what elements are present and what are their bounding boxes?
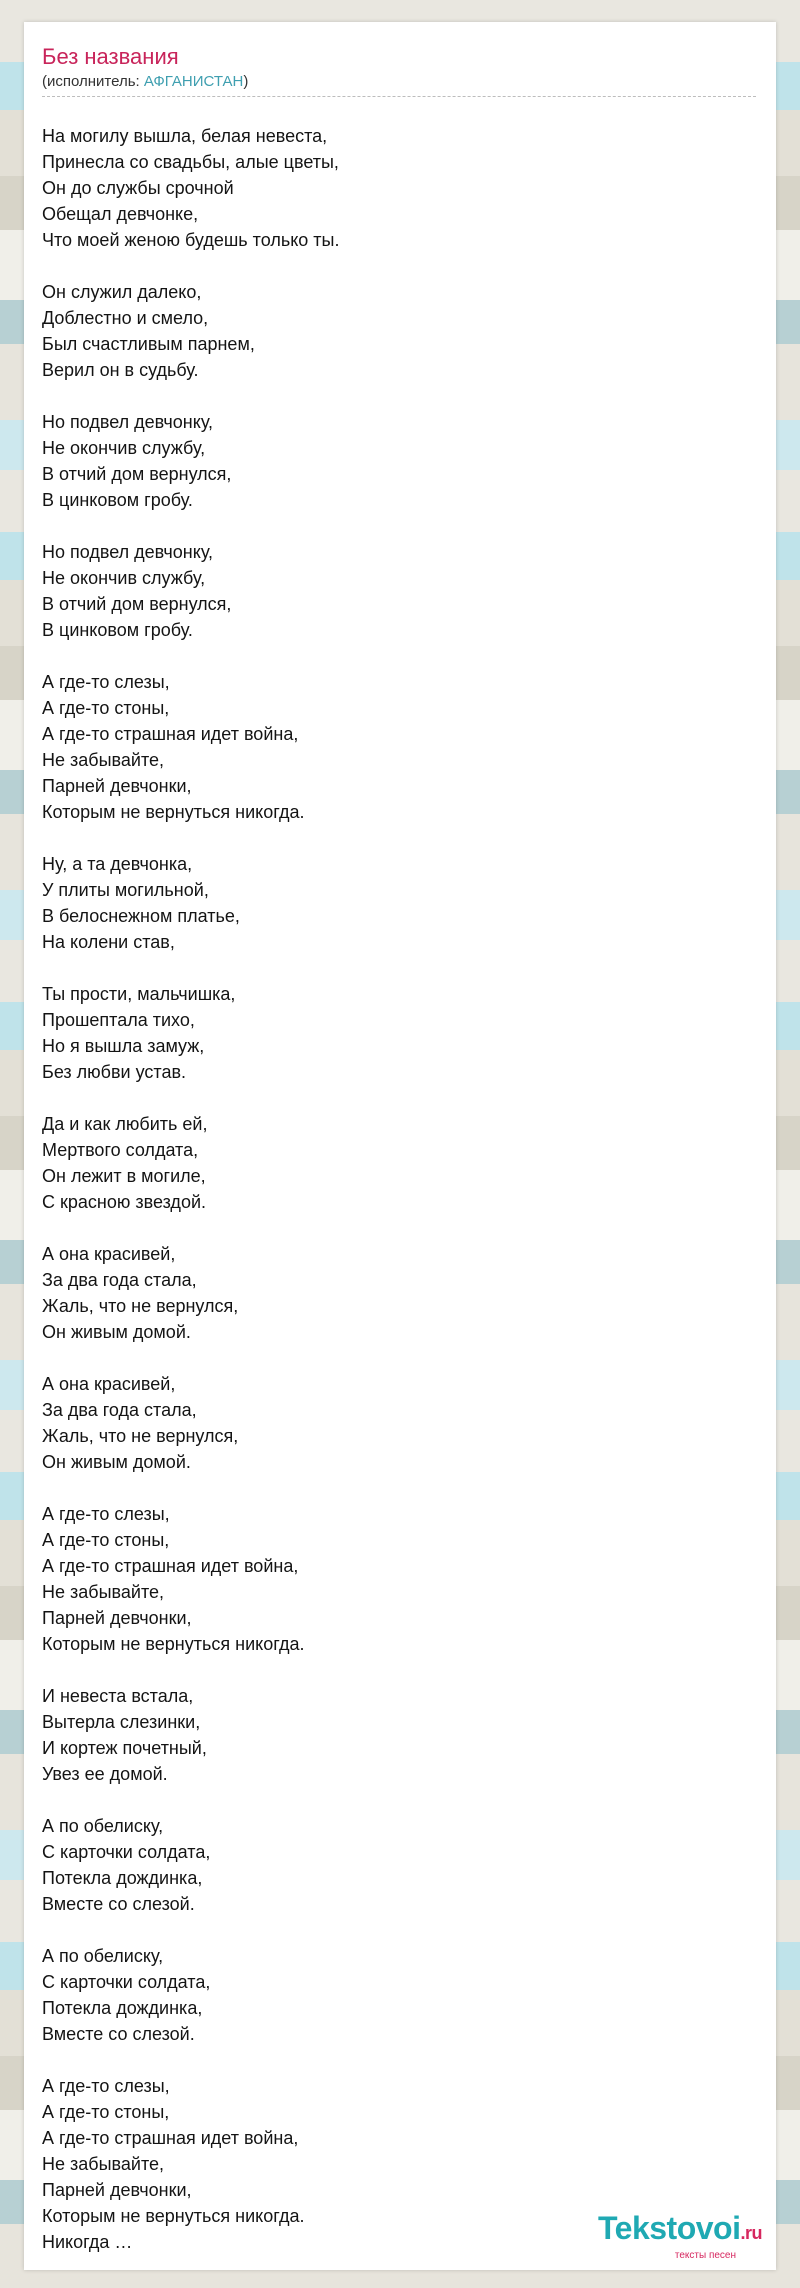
lyric-line: Был счастливым парнем, (42, 334, 255, 354)
performer-suffix: ) (243, 73, 249, 90)
lyric-line: На колени став, (42, 932, 175, 952)
song-title: Без названия (42, 44, 179, 69)
stanza (42, 279, 756, 383)
lyric-line: Верил он в судьбу. (42, 360, 199, 380)
lyric-line: Но подвел девчонку, (42, 412, 214, 432)
lyric-line: А по обелиску, (42, 1816, 164, 1836)
lyric-line: А она красивей, (42, 1374, 176, 1394)
logo-tagline: тексты песен (674, 2250, 736, 2261)
lyric-line: Не забывайте, (42, 1582, 165, 1602)
lyric-line: Но я вышла замуж, (42, 1036, 205, 1056)
stanza (42, 1371, 756, 1475)
lyric-line: Без любви устав. (42, 1062, 187, 1082)
lyric-line: Что моей женою будешь только ты. (42, 230, 340, 250)
lyric-line: У плиты могильной, (42, 880, 209, 900)
lyric-line: Жаль, что не вернулся, (42, 1296, 239, 1316)
lyric-line: А где-то страшная идет война, (42, 724, 299, 744)
lyric-line: Жаль, что не вернулся, (42, 1426, 239, 1446)
lyric-line: Парней девчонки, (42, 2180, 192, 2200)
lyric-line: Которым не вернуться никогда. (42, 802, 305, 822)
logo-wordmark (598, 2211, 762, 2250)
performer-line (42, 72, 756, 97)
lyric-line: Он до службы срочной (42, 178, 234, 198)
lyric-line: Мертвого солдата, (42, 1140, 199, 1160)
lyric-line: За два года стала, (42, 1400, 197, 1420)
lyric-line: Вытерла слезинки, (42, 1712, 201, 1732)
performer-prefix: (исполнитель: (42, 73, 144, 90)
lyric-line: Не окончив службу, (42, 438, 206, 458)
lyric-line: Доблестно и смело, (42, 308, 209, 328)
lyric-line: Ты прости, мальчишка, (42, 984, 236, 1004)
lyric-line: В цинковом гробу. (42, 620, 193, 640)
lyric-line: Парней девчонки, (42, 776, 192, 796)
lyric-line: На могилу вышла, белая невеста, (42, 126, 328, 146)
lyric-line: Потекла дождинка, (42, 1868, 203, 1888)
lyric-line: А где-то страшная идет война, (42, 1556, 299, 1576)
lyric-line: Вместе со слезой. (42, 2024, 195, 2044)
lyric-line: Да и как любить ей, (42, 1114, 208, 1134)
lyric-line: А где-то стоны, (42, 698, 170, 718)
stanza (42, 1241, 756, 1345)
lyric-line: Никогда … (42, 2232, 133, 2252)
lyric-line: В белоснежном платье, (42, 906, 240, 926)
stanza (42, 1683, 756, 1787)
logo-tld: .ru (740, 2223, 762, 2243)
lyric-line: Не забывайте, (42, 750, 165, 770)
lyric-line: Ну, а та девчонка, (42, 854, 193, 874)
lyric-line: С карточки солдата, (42, 1842, 211, 1862)
stanza (42, 981, 756, 1085)
performer-link[interactable]: АФГАНИСТАН (143, 73, 244, 90)
lyrics-card (24, 22, 776, 2270)
site-logo[interactable] (598, 2211, 762, 2262)
lyric-line: Прошептала тихо, (42, 1010, 195, 1030)
stanza (42, 409, 756, 513)
lyric-line: А где-то слезы, (42, 1504, 170, 1524)
lyric-line: Потекла дождинка, (42, 1998, 203, 2018)
lyric-line: С красною звездой. (42, 1192, 207, 1212)
lyric-line: В цинковом гробу. (42, 490, 193, 510)
lyric-line: Вместе со слезой. (42, 1894, 195, 1914)
lyric-line: Но подвел девчонку, (42, 542, 214, 562)
lyric-line: Не забывайте, (42, 2154, 165, 2174)
lyric-line: И кортеж почетный, (42, 1738, 207, 1758)
lyric-line: Он лежит в могиле, (42, 1166, 206, 1186)
lyric-line: Обещал девчонке, (42, 204, 199, 224)
stanza (42, 851, 756, 955)
lyric-line: А где-то слезы, (42, 672, 170, 692)
lyric-line: И невеста встала, (42, 1686, 194, 1706)
stanza (42, 123, 756, 253)
lyric-line: Принесла со свадьбы, алые цветы, (42, 152, 339, 172)
lyric-line: Не окончив службу, (42, 568, 206, 588)
lyric-line: С карточки солдата, (42, 1972, 211, 1992)
stanza (42, 669, 756, 825)
lyric-line: А по обелиску, (42, 1946, 164, 1966)
lyric-line: Которым не вернуться никогда. (42, 2206, 305, 2226)
stanza (42, 1813, 756, 1917)
lyric-line: А где-то слезы, (42, 2076, 170, 2096)
stanza (42, 1501, 756, 1657)
lyric-line: Он живым домой. (42, 1452, 191, 1472)
lyric-line: А где-то стоны, (42, 1530, 170, 1550)
lyric-line: За два года стала, (42, 1270, 197, 1290)
lyric-line: А она красивей, (42, 1244, 176, 1264)
lyric-line: А где-то стоны, (42, 2102, 170, 2122)
stanza (42, 1111, 756, 1215)
lyric-line: А где-то страшная идет война, (42, 2128, 299, 2148)
lyrics-text (42, 123, 756, 2281)
lyric-line: Он служил далеко, (42, 282, 202, 302)
lyric-line: Он живым домой. (42, 1322, 191, 1342)
lyric-line: В отчий дом вернулся, (42, 464, 232, 484)
stanza (42, 539, 756, 643)
lyric-line: Которым не вернуться никогда. (42, 1634, 305, 1654)
lyric-line: В отчий дом вернулся, (42, 594, 232, 614)
stanza (42, 1943, 756, 2047)
lyric-line: Парней девчонки, (42, 1608, 192, 1628)
logo-name: Tekstovoi (597, 2210, 741, 2246)
lyric-line: Увез ее домой. (42, 1764, 168, 1784)
